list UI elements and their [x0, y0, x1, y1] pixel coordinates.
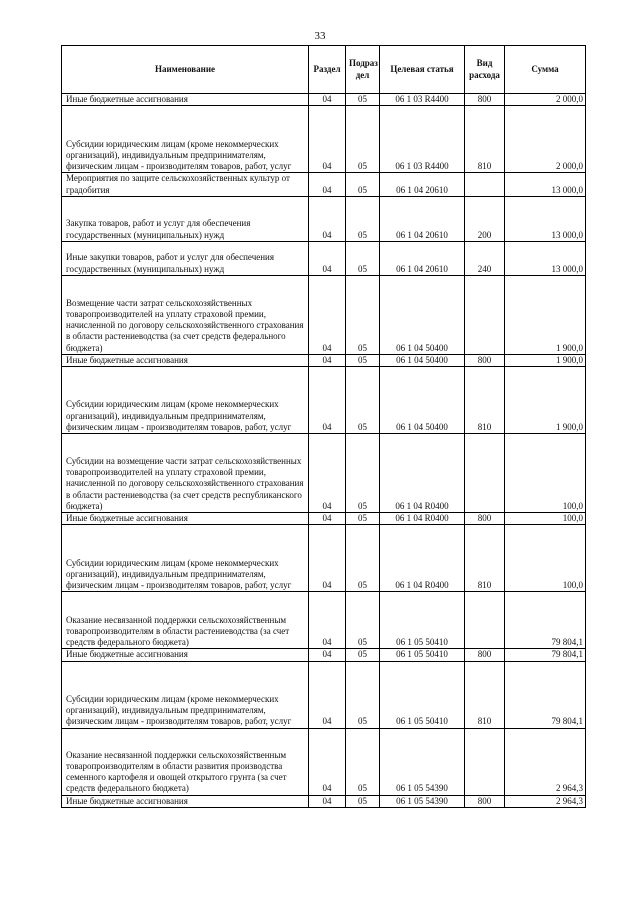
table-row [62, 354, 586, 366]
table-row [62, 275, 586, 354]
row-subsection: 05 [346, 661, 380, 728]
row-section: 04 [309, 795, 346, 807]
row-sum: 13 000,0 [505, 173, 586, 197]
row-subsection: 05 [346, 196, 380, 241]
row-name: Иные бюджетные ассигнования [62, 94, 309, 106]
row-article: 06 1 04 R0400 [380, 434, 465, 513]
row-sum: 2 000,0 [505, 94, 586, 106]
row-sum: 13 000,0 [505, 196, 586, 241]
row-name: Возмещение части затрат сельскохозяйственных товаропроизводителей на уплату страховой премии, начисленной по договору сельскохозяйственного страхования в области растениеводства (за счет средств федерального бюджета) [62, 275, 309, 354]
row-article: 06 1 04 R0400 [380, 525, 465, 592]
row-expense: 810 [465, 525, 505, 592]
row-expense: 810 [465, 106, 505, 173]
row-article: 06 1 03 R4400 [380, 106, 465, 173]
row-section: 04 [309, 241, 346, 275]
header-name: Наименование [62, 46, 309, 94]
row-name: Субсидии юридическим лицам (кроме некоммерческих организаций), индивидуальным предпринимателям, физическим лицам - производителям товаров, работ, услуг [62, 525, 309, 592]
row-expense [465, 592, 505, 649]
header-article: Целевая статья [380, 46, 465, 94]
row-sum: 1 900,0 [505, 354, 586, 366]
row-article: 06 1 04 50400 [380, 275, 465, 354]
table-row [62, 196, 586, 241]
row-subsection: 05 [346, 592, 380, 649]
row-section: 04 [309, 367, 346, 434]
row-sum: 2 964,3 [505, 795, 586, 807]
row-sum: 13 000,0 [505, 241, 586, 275]
row-name: Закупка товаров, работ и услуг для обеспечения государственных (муниципальных) нужд [62, 196, 309, 241]
row-sum: 2 964,3 [505, 728, 586, 795]
table-row [62, 367, 586, 434]
row-article: 06 1 04 50400 [380, 367, 465, 434]
row-article: 06 1 05 50410 [380, 661, 465, 728]
row-subsection: 05 [346, 94, 380, 106]
row-expense: 240 [465, 241, 505, 275]
table-row [62, 173, 586, 197]
table-row [62, 728, 586, 795]
row-subsection: 05 [346, 275, 380, 354]
header-subsection: Подраз дел [346, 46, 380, 94]
row-sum: 79 804,1 [505, 661, 586, 728]
row-expense: 800 [465, 513, 505, 525]
row-sum: 100,0 [505, 513, 586, 525]
row-article: 06 1 04 20610 [380, 173, 465, 197]
table-row [62, 592, 586, 649]
row-article: 06 1 05 50410 [380, 649, 465, 661]
row-expense: 800 [465, 354, 505, 366]
row-expense: 800 [465, 795, 505, 807]
table-row [62, 94, 586, 106]
row-article: 06 1 05 54390 [380, 728, 465, 795]
row-name: Иные бюджетные ассигнования [62, 513, 309, 525]
row-sum: 1 900,0 [505, 367, 586, 434]
row-section: 04 [309, 173, 346, 197]
row-section: 04 [309, 434, 346, 513]
row-subsection: 05 [346, 241, 380, 275]
row-expense [465, 275, 505, 354]
table-row [62, 434, 586, 513]
row-expense: 800 [465, 649, 505, 661]
row-sum: 2 000,0 [505, 106, 586, 173]
page-number: 33 [314, 30, 326, 42]
row-name: Субсидии на возмещение части затрат сельскохозяйственных товаропроизводителей на уплату страховой премии, начисленной по договору сельскохозяйственного страхования в области растениеводства (за счет средств республиканского бюджета) [62, 434, 309, 513]
row-name: Иные закупки товаров, работ и услуг для обеспечения государственных (муниципальных) нужд [62, 241, 309, 275]
row-expense: 810 [465, 367, 505, 434]
row-subsection: 05 [346, 106, 380, 173]
row-section: 04 [309, 661, 346, 728]
row-section: 04 [309, 354, 346, 366]
row-section: 04 [309, 592, 346, 649]
row-expense [465, 434, 505, 513]
row-sum: 1 900,0 [505, 275, 586, 354]
header-sum: Сумма [505, 46, 586, 94]
row-section: 04 [309, 196, 346, 241]
row-subsection: 05 [346, 354, 380, 366]
row-subsection: 05 [346, 367, 380, 434]
row-expense: 200 [465, 196, 505, 241]
row-expense: 810 [465, 661, 505, 728]
row-subsection: 05 [346, 513, 380, 525]
table-row [62, 649, 586, 661]
table-row [62, 661, 586, 728]
row-subsection: 05 [346, 649, 380, 661]
row-section: 04 [309, 525, 346, 592]
row-article: 06 1 04 50400 [380, 354, 465, 366]
row-article: 06 1 05 50410 [380, 592, 465, 649]
row-sum: 79 804,1 [505, 649, 586, 661]
table-row [62, 795, 586, 807]
row-subsection: 05 [346, 434, 380, 513]
row-sum: 79 804,1 [505, 592, 586, 649]
row-article: 06 1 05 54390 [380, 795, 465, 807]
row-subsection: 05 [346, 525, 380, 592]
row-expense [465, 173, 505, 197]
row-article: 06 1 04 20610 [380, 241, 465, 275]
row-name: Иные бюджетные ассигнования [62, 649, 309, 661]
header-section: Раздел [309, 46, 346, 94]
header-expense: Вид расхода [465, 46, 505, 94]
row-subsection: 05 [346, 795, 380, 807]
table-header-row [62, 46, 586, 94]
table-row [62, 525, 586, 592]
row-section: 04 [309, 94, 346, 106]
row-article: 06 1 04 20610 [380, 196, 465, 241]
row-name: Субсидии юридическим лицам (кроме некоммерческих организаций), индивидуальным предпринимателям, физическим лицам - производителям товаров, работ, услуг [62, 106, 309, 173]
row-name: Иные бюджетные ассигнования [62, 354, 309, 366]
row-name: Иные бюджетные ассигнования [62, 795, 309, 807]
budget-table [61, 45, 586, 808]
row-name: Субсидии юридическим лицам (кроме некоммерческих организаций), индивидуальным предпринимателям, физическим лицам - производителям товаров, работ, услуг [62, 367, 309, 434]
table-row [62, 513, 586, 525]
table-row [62, 106, 586, 173]
row-name: Оказание несвязанной поддержки сельскохозяйственным товаропроизводителям в области развития производства семенного картофеля и овощей открытого грунта (за счет средств федерального бюджета) [62, 728, 309, 795]
row-section: 04 [309, 649, 346, 661]
row-expense [465, 728, 505, 795]
row-article: 06 1 04 R0400 [380, 513, 465, 525]
row-expense: 800 [465, 94, 505, 106]
row-sum: 100,0 [505, 525, 586, 592]
row-section: 04 [309, 275, 346, 354]
row-article: 06 1 03 R4400 [380, 94, 465, 106]
table-row [62, 241, 586, 275]
row-subsection: 05 [346, 173, 380, 197]
row-subsection: 05 [346, 728, 380, 795]
row-sum: 100,0 [505, 434, 586, 513]
row-name: Мероприятия по защите сельскохозяйственных культур от градобития [62, 173, 309, 197]
row-name: Оказание несвязанной поддержки сельскохозяйственным товаропроизводителям в области растениеводства (за счет средств федерального бюджета) [62, 592, 309, 649]
row-section: 04 [309, 513, 346, 525]
row-section: 04 [309, 106, 346, 173]
row-section: 04 [309, 728, 346, 795]
row-name: Субсидии юридическим лицам (кроме некоммерческих организаций), индивидуальным предпринимателям, физическим лицам - производителям товаров, работ, услуг [62, 661, 309, 728]
